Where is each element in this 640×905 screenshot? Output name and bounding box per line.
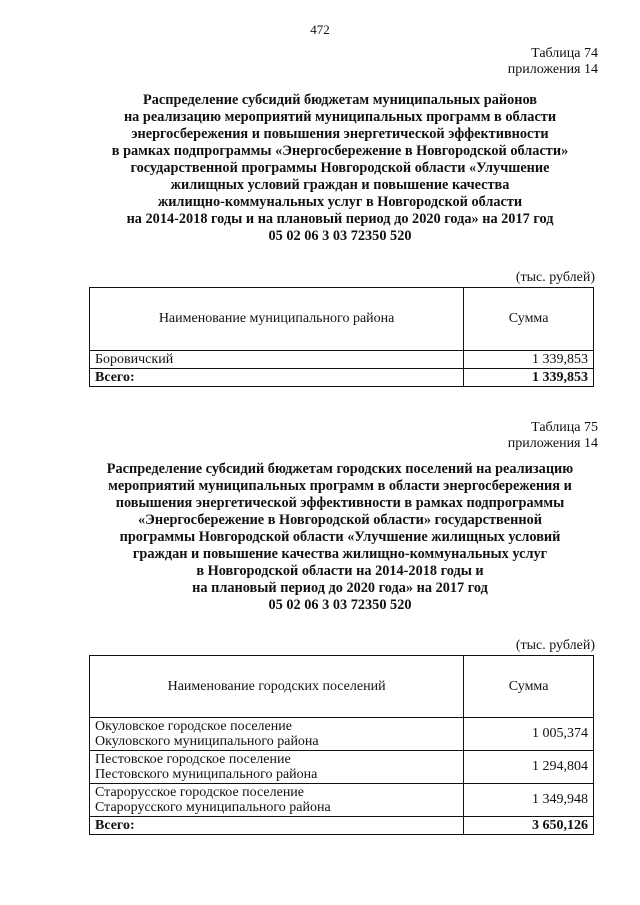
table75-title-line: «Энергосбережение в Новгородской области» государственной: [138, 512, 542, 528]
table74: [89, 287, 594, 387]
page-number: 472: [310, 22, 330, 37]
table75-title-line: в Новгородской области на 2014-2018 годы и: [196, 563, 484, 579]
settlement-district-line: Пестовского муниципального района: [95, 767, 318, 782]
table74-title-line: Распределение субсидий бюджетам муниципальных районов: [142, 92, 537, 108]
subsidy-sum: 1 294,804: [464, 751, 594, 784]
table75-title-line: программы Новгородской области «Улучшение жилищных условий: [119, 529, 561, 545]
table75: [89, 655, 594, 835]
total-sum: 3 650,126: [464, 817, 594, 835]
settlement-name-line: Пестовское городское поселение: [95, 752, 291, 767]
settlement-name-line: Старорусское городское поселение: [95, 785, 305, 800]
table74-title-line: государственной программы Новгородской области «Улучшение: [130, 160, 550, 176]
table-row: [90, 718, 594, 751]
table75-title-line: мероприятий муниципальных программ в области энергосбережения и: [108, 478, 572, 494]
settlement-name: [90, 751, 464, 784]
settlement-district-line: Окуловского муниципального района: [95, 734, 319, 749]
column-header-name: Наименование городских поселений: [90, 656, 464, 718]
table75-title-line: повышения энергетической эффективности в рамках подпрограммы: [115, 495, 565, 511]
table75-reference: [508, 420, 598, 452]
table-row: [90, 784, 594, 817]
table75-units: (тыс. рублей): [515, 638, 595, 653]
table74-title-line: на 2014-2018 годы и на плановый период до 2020 года» на 2017 год: [126, 211, 554, 227]
table74-reference: [508, 46, 598, 78]
table75-title-line: 05 02 06 3 03 72350 520: [268, 597, 412, 613]
table75-title-line: Распределение субсидий бюджетам городских поселений на реализацию: [106, 461, 574, 477]
table74-title-line: 05 02 06 3 03 72350 520: [268, 228, 412, 244]
column-header-sum: Сумма: [464, 288, 594, 351]
table-header-row: [90, 656, 594, 718]
table75-title-line: на плановый период до 2020 года» на 2017 год: [192, 580, 488, 596]
subsidy-sum: 1 005,374: [464, 718, 594, 751]
subsidy-sum: 1 349,948: [464, 784, 594, 817]
total-label: Всего:: [90, 369, 464, 387]
table74-ref-appendix: приложения 14: [507, 62, 598, 77]
table-row: [90, 751, 594, 784]
district-name: Боровичский: [90, 351, 464, 369]
table74-title-line: энергосбережения и повышения энергетической эффективности: [131, 126, 549, 142]
table74-title-line: на реализацию мероприятий муниципальных программ в области: [123, 109, 557, 125]
settlement-name: [90, 784, 464, 817]
settlement-name-line: Окуловское городское поселение: [95, 719, 292, 734]
table74-title-line: жилищно-коммунальных услуг в Новгородской области: [157, 194, 523, 210]
table74-units: (тыс. рублей): [515, 270, 595, 285]
total-sum: 1 339,853: [464, 369, 594, 387]
column-header-name: Наименование муниципального района: [90, 288, 464, 351]
settlement-name: [90, 718, 464, 751]
column-header-sum: Сумма: [464, 656, 594, 718]
total-row: [90, 369, 594, 387]
subsidy-sum: 1 339,853: [464, 351, 594, 369]
table74-title-line: в рамках подпрограммы «Энергосбережение в Новгородской области»: [111, 143, 569, 159]
total-label: Всего:: [90, 817, 464, 835]
table74-ref-title: Таблица 74: [531, 46, 598, 61]
table-header-row: [90, 288, 594, 351]
table75-ref-title: Таблица 75: [531, 420, 598, 435]
total-row: [90, 817, 594, 835]
table-row: [90, 351, 594, 369]
settlement-district-line: Старорусского муниципального района: [95, 800, 331, 815]
table75-ref-appendix: приложения 14: [507, 436, 598, 451]
table75-title: [70, 461, 610, 614]
table74-title: [70, 92, 610, 245]
table74-title-line: жилищных условий граждан и повышение качества: [170, 177, 510, 193]
table75-title-line: граждан и повышение качества жилищно-коммунальных услуг: [132, 546, 548, 562]
